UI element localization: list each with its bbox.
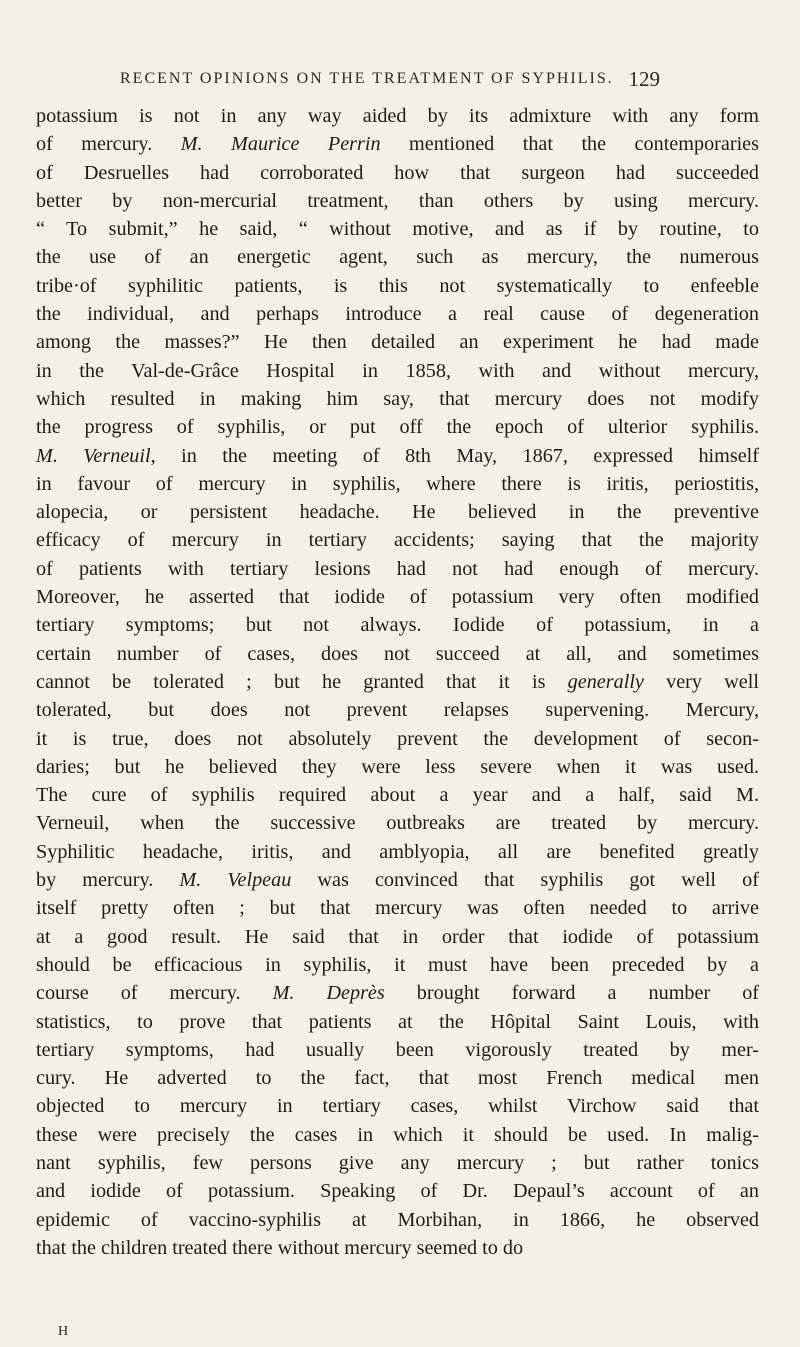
text-line [36, 1064, 759, 1092]
text-fragment: objected to mercury in tertiary cases, whilst Virchow said that [36, 1095, 759, 1118]
text-fragment: was convinced that syphilis got well of [291, 869, 759, 892]
text-line [36, 1234, 759, 1262]
text-fragment: should be efficacious in syphilis, it must have been preceded by a [36, 953, 759, 976]
text-fragment: at a good result. He said that in order that iodide of potassium [36, 925, 759, 948]
text-line [36, 130, 759, 158]
text-fragment: better by non-mercurial treatment, than others by using mercury. [36, 189, 759, 212]
text-line [36, 413, 759, 441]
text-line [36, 357, 759, 385]
text-fragment: statistics, to prove that patients at the Hôpital Saint Louis, with [36, 1010, 759, 1033]
text-fragment: The cure of syphilis required about a year and a half, said M. [36, 784, 759, 807]
text-line [36, 526, 759, 554]
text-line [36, 442, 759, 470]
text-line [36, 781, 759, 809]
italic-fragment: M. Velpeau [179, 869, 292, 892]
text-line [36, 555, 759, 583]
text-fragment: tertiary symptoms; but not always. Iodide of potassium, in a [36, 614, 759, 637]
text-fragment: of Desruelles had corroborated how that surgeon had succeeded [36, 161, 759, 184]
text-fragment: that the children treated there without mercury seemed to do [36, 1236, 524, 1259]
text-line [36, 1036, 759, 1064]
text-line [36, 1008, 759, 1036]
text-line [36, 838, 759, 866]
text-fragment: it is true, does not absolutely prevent the development of secon- [36, 727, 759, 750]
text-fragment: cury. He adverted to the fact, that most French medical men [36, 1067, 759, 1090]
text-fragment: certain number of cases, does not succeed at all, and sometimes [36, 642, 759, 665]
text-fragment: Syphilitic headache, iritis, and amblyopia, all are benefited greatly [36, 840, 759, 863]
text-fragment: potassium is not in any way aided by its admixture with any form [36, 105, 759, 127]
text-line [36, 215, 759, 243]
text-fragment: very well [643, 670, 759, 693]
text-fragment: in the Val-de-Grâce Hospital in 1858, with and without mercury, [36, 359, 759, 382]
text-fragment: course of mercury. [36, 982, 273, 1005]
text-line [36, 159, 759, 187]
text-fragment: , in the meeting of 8th May, 1867, expressed himself [150, 444, 759, 467]
text-fragment: among the masses?” He then detailed an experiment he had made [36, 331, 759, 354]
text-line [36, 866, 759, 894]
body-text [36, 102, 759, 1262]
text-line [36, 1177, 759, 1205]
text-fragment: tertiary symptoms, had usually been vigorously treated by mer- [36, 1038, 759, 1061]
text-line [36, 1092, 759, 1120]
text-line [36, 979, 759, 1007]
text-line [36, 809, 759, 837]
text-fragment: in favour of mercury in syphilis, where there is iritis, periostitis, [36, 472, 759, 495]
text-fragment: these were precisely the cases in which it should be used. In malig- [36, 1123, 759, 1146]
text-line [36, 696, 759, 724]
page-number: 129 [628, 67, 660, 91]
text-line [36, 611, 759, 639]
text-fragment: the use of an energetic agent, such as mercury, the numerous [36, 246, 759, 269]
text-fragment: by mercury. [36, 869, 180, 892]
italic-fragment: M. Verneuil [36, 444, 151, 467]
text-fragment: epidemic of vaccino-syphilis at Morbihan, in 1866, he observed [36, 1208, 759, 1231]
text-fragment: tribe·of syphilitic patients, is this not systematically to enfeeble [36, 274, 759, 297]
text-line [36, 385, 759, 413]
text-fragment: of patients with tertiary lesions had not had enough of mercury. [36, 557, 759, 580]
italic-fragment: generally [567, 670, 644, 693]
text-line [36, 1121, 759, 1149]
text-line [36, 1149, 759, 1177]
text-fragment: “ To submit,” he said, “ without motive, and as if by routine, to [36, 218, 759, 241]
italic-fragment: M. Deprès [272, 982, 385, 1005]
text-fragment: which resulted in making him say, that mercury does not modify [36, 387, 759, 410]
text-line [36, 725, 759, 753]
text-line [36, 923, 759, 951]
text-fragment: the progress of syphilis, or put off the epoch of ulterior syphilis. [36, 416, 759, 439]
text-fragment: of mercury. [36, 133, 181, 156]
text-fragment: efficacy of mercury in tertiary accidents; saying that the majority [36, 529, 759, 552]
text-line [36, 640, 759, 668]
text-line [36, 187, 759, 215]
text-fragment: Moreover, he asserted that iodide of potassium very often modified [36, 586, 759, 609]
text-fragment: cannot be tolerated ; but he granted that it is [36, 670, 568, 693]
text-fragment: and iodide of potassium. Speaking of Dr. Depaul’s account of an [36, 1180, 759, 1203]
text-line [36, 300, 759, 328]
text-fragment: the individual, and perhaps introduce a real cause of degeneration [36, 303, 759, 326]
text-line [36, 894, 759, 922]
text-line [36, 583, 759, 611]
text-line [36, 498, 759, 526]
text-fragment: tolerated, but does not prevent relapses supervening. Mercury, [36, 699, 759, 722]
text-line [36, 951, 759, 979]
text-line [36, 328, 759, 356]
text-line [36, 102, 759, 130]
text-line [36, 470, 759, 498]
text-fragment: itself pretty often ; but that mercury was often needed to arrive [36, 897, 759, 920]
text-fragment: brought forward a number of [384, 982, 760, 1005]
text-fragment: nant syphilis, few persons give any mercury ; but rather tonics [36, 1151, 759, 1174]
text-fragment: daries; but he believed they were less severe when it was used. [36, 755, 759, 778]
running-header: RECENT OPINIONS ON THE TREATMENT OF SYPHILIS. [120, 70, 614, 87]
text-fragment: alopecia, or persistent headache. He believed in the preventive [36, 501, 759, 524]
text-line [36, 1206, 759, 1234]
italic-fragment: M. Maurice Perrin [180, 133, 381, 156]
text-line [36, 753, 759, 781]
text-line [36, 243, 759, 271]
signature-mark: H [58, 1324, 70, 1339]
text-fragment: mentioned that the contemporaries [380, 133, 759, 156]
text-fragment: Verneuil, when the successive outbreaks are treated by mercury. [36, 812, 759, 835]
text-line [36, 668, 759, 696]
text-line [36, 272, 759, 300]
